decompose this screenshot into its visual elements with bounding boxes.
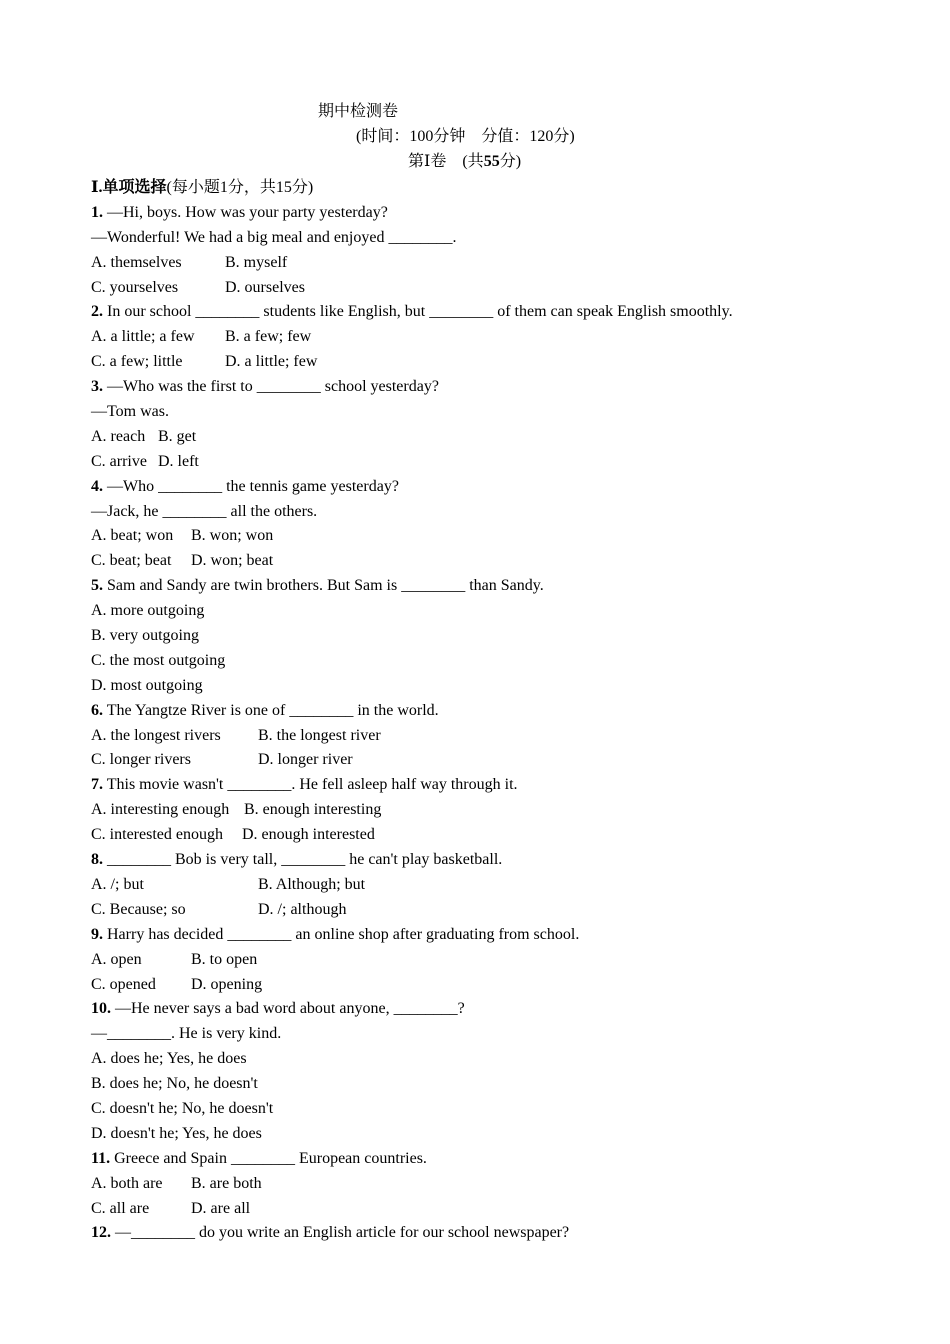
option-b: B. does he; No, he doesn't [91, 1075, 258, 1093]
volume-heading [408, 151, 521, 173]
question-number: 2. [91, 303, 103, 321]
options-row [91, 276, 931, 301]
question-text: ________ Bob is very tall, ________ he can't play basketball. [107, 851, 503, 869]
option-b: B. myself [225, 253, 288, 271]
option-c: C. opened [91, 975, 156, 993]
option-d: D. opening [191, 975, 263, 993]
question-1 [91, 201, 931, 226]
exam-time-score: (时间：100分钟 分值：120分) [356, 128, 575, 145]
answer-line: —Jack, he ________ all the others. [91, 502, 318, 520]
option-c: C. doesn't he; No, he doesn't [91, 1099, 274, 1117]
question-2 [91, 300, 931, 325]
question-number: 3. [91, 378, 103, 396]
question-number: 8. [91, 851, 103, 869]
option-b: B. the longest river [258, 726, 381, 744]
question-12 [91, 1221, 931, 1246]
question-number: 6. [91, 701, 103, 719]
option-c: C. interested enough [91, 826, 223, 844]
question-number: 9. [91, 925, 103, 943]
question-text: —________ do you write an English article for our school newspaper? [115, 1224, 570, 1242]
option-b: B. won; won [191, 527, 274, 545]
option-c: C. yourselves [91, 278, 179, 296]
option-d: D. are all [191, 1199, 251, 1217]
volume-score-prefix: (共 [462, 153, 484, 170]
option-a: A. the longest rivers [91, 726, 221, 744]
option-c: C. Because; so [91, 900, 186, 918]
question-text: —Hi, boys. How was your party yesterday? [107, 203, 388, 221]
option-c: C. all are [91, 1199, 150, 1217]
answer-line: —Wonderful! We had a big meal and enjoyed ________. [91, 228, 457, 246]
exam-title: 期中检测卷 [318, 103, 399, 120]
question-text: Harry has decided ________ an online shop after graduating from school. [107, 925, 580, 943]
option-a: A. a little; a few [91, 328, 195, 346]
option-a: A. does he; Yes, he does [91, 1050, 247, 1068]
question-text: —Who was the first to ________ school yesterday? [107, 378, 439, 396]
option-a: A. themselves [91, 253, 182, 271]
question-number: 4. [91, 477, 103, 495]
options-row [91, 251, 931, 276]
answer-line: —________. He is very kind. [91, 1025, 282, 1043]
question-8 [91, 848, 931, 873]
question-3 [91, 375, 931, 400]
option-d: D. left [158, 452, 199, 470]
question-5 [91, 574, 931, 599]
options-row [91, 549, 931, 574]
section-roman: Ⅰ. [91, 179, 103, 196]
option-d: D. doesn't he; Yes, he does [91, 1124, 262, 1142]
option-a: A. reach [91, 427, 146, 445]
question-11 [91, 1147, 931, 1172]
option-a: A. /; but [91, 875, 144, 893]
question-9 [91, 923, 931, 948]
option-d: D. /; although [258, 900, 347, 918]
question-7 [91, 773, 931, 798]
option-c: C. longer rivers [91, 751, 191, 769]
option-d: D. a little; few [225, 353, 318, 371]
options-row [91, 948, 931, 973]
option-a: A. beat; won [91, 527, 174, 545]
question-6 [91, 699, 931, 724]
option-b: B. are both [191, 1174, 262, 1192]
question-text: Sam and Sandy are twin brothers. But Sam is ________ than Sandy. [107, 577, 544, 595]
question-10 [91, 997, 931, 1022]
question-text: The Yangtze River is one of ________ in the world. [106, 701, 439, 719]
option-c: C. beat; beat [91, 552, 172, 570]
option-d: D. ourselves [225, 278, 305, 296]
option-b: B. enough interesting [244, 801, 382, 819]
question-text: —He never says a bad word about anyone, ________? [115, 1000, 465, 1018]
option-b: B. get [158, 427, 197, 445]
question-number: 11. [91, 1149, 111, 1167]
option-d: D. longer river [258, 751, 353, 769]
options-row [91, 325, 931, 350]
options-row [91, 524, 931, 549]
volume-score-suffix: 分) [499, 153, 522, 170]
options-row [91, 973, 931, 998]
option-d: D. enough interested [242, 826, 375, 844]
option-a: A. open [91, 950, 142, 968]
option-b: B. to open [191, 950, 258, 968]
option-c: C. a few; little [91, 353, 183, 371]
question-4 [91, 475, 931, 500]
question-text: Greece and Spain ________ European countries. [114, 1149, 427, 1167]
options-row [91, 450, 931, 475]
option-a: A. more outgoing [91, 602, 205, 620]
volume-score-num: 55 [483, 153, 500, 170]
options-row [91, 1172, 931, 1197]
options-row [91, 823, 931, 848]
option-b: B. Although; but [258, 875, 366, 893]
question-number: 1. [91, 203, 103, 221]
option-d: D. most outgoing [91, 676, 203, 694]
question-text: In our school ________ students like English, but ________ of them can speak English smoothly. [107, 303, 733, 321]
question-number: 5. [91, 577, 103, 595]
option-c: C. arrive [91, 452, 147, 470]
options-row [91, 898, 931, 923]
option-d: D. won; beat [191, 552, 274, 570]
section-heading [91, 176, 931, 201]
option-b: B. a few; few [225, 328, 312, 346]
options-row [91, 724, 931, 749]
options-row [91, 350, 931, 375]
question-number: 7. [91, 776, 103, 794]
option-b: B. very outgoing [91, 627, 199, 645]
options-row [91, 873, 931, 898]
options-row [91, 748, 931, 773]
question-text: This movie wasn't ________. He fell asleep half way through it. [106, 776, 518, 794]
section-title: 单项选择 [102, 179, 167, 196]
options-row [91, 1197, 931, 1222]
option-a: A. both are [91, 1174, 163, 1192]
question-number: 10. [91, 1000, 111, 1018]
option-a: A. interesting enough [91, 801, 230, 819]
answer-line: —Tom was. [91, 403, 169, 421]
exam-body [91, 176, 931, 1246]
option-c: C. the most outgoing [91, 651, 226, 669]
question-number: 12. [91, 1224, 111, 1242]
volume-label: 第Ⅰ卷 [408, 153, 447, 170]
options-row [91, 798, 931, 823]
question-text: —Who ________ the tennis game yesterday? [107, 477, 399, 495]
section-note: (每小题1分，共15分) [166, 179, 314, 196]
options-row [91, 425, 931, 450]
